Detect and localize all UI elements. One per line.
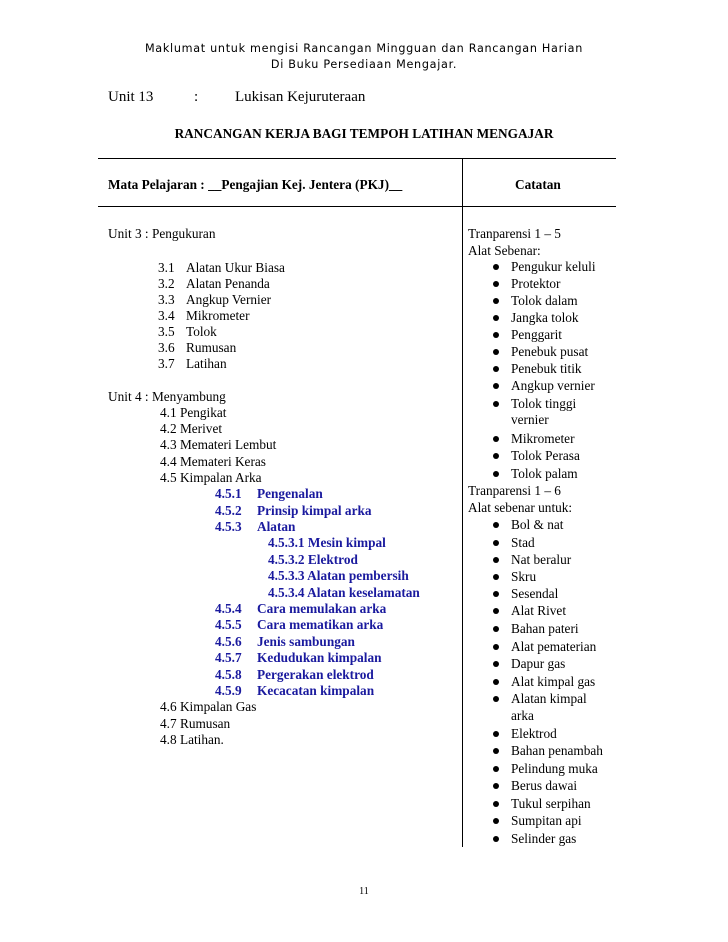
bullet-icon xyxy=(493,574,499,580)
line-text: Kecacatan kimpalan xyxy=(257,683,375,698)
line-text: Cara mematikan arka xyxy=(257,617,384,632)
left-line xyxy=(215,503,372,519)
left-line: 4.2 Merivet xyxy=(160,421,223,436)
notes-bullet-item: Tukul serpihan xyxy=(511,796,591,812)
line-number: 3.5 xyxy=(158,324,175,339)
bullet-icon xyxy=(493,315,499,321)
notes-bullet-item: Tolok Perasa xyxy=(511,448,580,464)
left-line: 4.4 Memateri Keras xyxy=(160,454,266,469)
bullet-icon xyxy=(493,366,499,372)
left-line xyxy=(158,340,236,356)
line-text: Kedudukan kimpalan xyxy=(257,650,382,665)
line-text: Cara memulakan arka xyxy=(257,601,387,616)
notes-bullet-item: Elektrod xyxy=(511,726,557,742)
line-number: 4.5.9 xyxy=(215,683,242,698)
bullet-icon xyxy=(493,836,499,842)
bullet-icon xyxy=(493,766,499,772)
notes-bullet-item: Tolok dalam xyxy=(511,293,578,309)
left-line xyxy=(158,260,285,276)
bullet-icon xyxy=(493,783,499,789)
bullet-icon xyxy=(493,383,499,389)
left-line: 4.7 Rumusan xyxy=(160,716,231,731)
bullet-icon xyxy=(493,731,499,737)
bullet-icon xyxy=(493,557,499,563)
line-number: 4.5.7 xyxy=(215,650,242,665)
notes-bullet-item: Stad xyxy=(511,535,535,551)
notes-bullet-item: Penebuk titik xyxy=(511,361,582,377)
notes-bullet-item: Protektor xyxy=(511,276,561,292)
notes-line: Alat sebenar untuk: xyxy=(468,500,573,515)
bullet-icon xyxy=(493,332,499,338)
left-line xyxy=(215,650,382,666)
left-line: Unit 4 : Menyambung xyxy=(108,389,226,404)
line-number: 4.5.4 xyxy=(215,601,242,616)
left-line xyxy=(215,519,295,535)
bullet-icon xyxy=(493,644,499,650)
left-line xyxy=(215,683,374,699)
line-text: Pergerakan elektrod xyxy=(257,667,374,682)
bullet-icon xyxy=(493,801,499,807)
left-line: 4.5 Kimpalan Arka xyxy=(160,470,262,485)
notes-bullet-item: Alat kimpal gas xyxy=(511,674,595,690)
line-number: 3.1 xyxy=(158,260,175,275)
bullet-icon xyxy=(493,471,499,477)
notes-bullet-item: Bahan penambah xyxy=(511,743,603,759)
left-line: 4.3 Memateri Lembut xyxy=(160,437,277,452)
bullet-icon xyxy=(493,281,499,287)
bullet-icon xyxy=(493,264,499,270)
bullet-icon xyxy=(493,591,499,597)
notes-bullet-continuation: arka xyxy=(511,708,534,723)
notes-bullet-item: Sumpitan api xyxy=(511,813,582,829)
bullet-icon xyxy=(493,540,499,546)
page-number: 11 xyxy=(359,886,369,897)
bullet-icon xyxy=(493,298,499,304)
notes-header: Catatan xyxy=(515,177,561,192)
bullet-icon xyxy=(493,349,499,355)
left-line: Unit 3 : Pengukuran xyxy=(108,226,216,241)
unit-separator: : xyxy=(194,89,199,105)
bullet-icon xyxy=(493,401,499,407)
line-number: 4.5.6 xyxy=(215,634,242,649)
line-number: 3.4 xyxy=(158,308,175,323)
left-line xyxy=(215,486,323,502)
left-line: 4.6 Kimpalan Gas xyxy=(160,699,257,714)
line-number: 3.6 xyxy=(158,340,175,355)
line-number: 4.5.1 xyxy=(215,486,242,501)
bullet-icon xyxy=(493,626,499,632)
line-text: Angkup Vernier xyxy=(186,292,272,307)
notes-bullet-item: Pelindung muka xyxy=(511,761,598,777)
line-text: Rumusan xyxy=(186,340,237,355)
notes-bullet-item: Alat Rivet xyxy=(511,603,566,619)
line-text: Mikrometer xyxy=(186,308,250,323)
left-line xyxy=(215,634,355,650)
bullet-icon xyxy=(493,661,499,667)
line-text: Prinsip kimpal arka xyxy=(257,503,372,518)
left-line xyxy=(215,617,383,633)
notes-bullet-item: Pengukur keluli xyxy=(511,259,596,275)
line-text: Tolok xyxy=(186,324,217,339)
notes-line: Alat Sebenar: xyxy=(468,243,541,258)
line-number: 3.2 xyxy=(158,276,175,291)
left-line: 4.8 Latihan. xyxy=(160,732,224,747)
bullet-icon xyxy=(493,436,499,442)
subject-header: Mata Pelajaran : __Pengajian Kej. Jentera (PKJ)__ xyxy=(108,177,403,192)
notes-bullet-item: Bol & nat xyxy=(511,517,563,533)
notes-line: Tranparensi 1 – 5 xyxy=(468,226,561,241)
notes-bullet-item: Tolok tinggi xyxy=(511,396,576,412)
bullet-icon xyxy=(493,679,499,685)
left-line: 4.5.3.1 Mesin kimpal xyxy=(268,535,386,550)
line-text: Alatan xyxy=(257,519,296,534)
notes-bullet-continuation: vernier xyxy=(511,412,549,427)
notes-bullet-item: Tolok palam xyxy=(511,466,578,482)
unit-label: Unit 13 xyxy=(108,89,154,105)
line-number: 4.5.3 xyxy=(215,519,242,534)
line-number: 4.5.8 xyxy=(215,667,242,682)
notes-bullet-item: Penggarit xyxy=(511,327,562,343)
line-text: Pengenalan xyxy=(257,486,323,501)
table-column-divider xyxy=(462,159,463,847)
bullet-icon xyxy=(493,818,499,824)
bullet-icon xyxy=(493,748,499,754)
unit-title: Lukisan Kejuruteraan xyxy=(235,89,366,105)
line-text: Alatan Penanda xyxy=(186,276,270,291)
table-header-rule xyxy=(98,206,616,207)
line-number: 3.7 xyxy=(158,356,175,371)
left-line xyxy=(158,276,270,292)
bullet-icon xyxy=(493,696,499,702)
notes-bullet-item: Mikrometer xyxy=(511,431,575,447)
notes-bullet-item: Sesendal xyxy=(511,586,558,602)
notes-bullet-item: Dapur gas xyxy=(511,656,565,672)
left-line xyxy=(215,601,386,617)
line-text: Alatan Ukur Biasa xyxy=(186,260,285,275)
left-line xyxy=(158,324,217,340)
table-top-rule xyxy=(98,158,616,159)
left-line xyxy=(158,356,227,372)
left-line: 4.5.3.4 Alatan keselamatan xyxy=(268,585,420,600)
line-number: 4.5.2 xyxy=(215,503,242,518)
line-number: 4.5.5 xyxy=(215,617,242,632)
notes-bullet-item: Selinder gas xyxy=(511,831,576,847)
header-line-2: Di Buku Persediaan Mengajar. xyxy=(270,58,458,71)
left-line: 4.1 Pengikat xyxy=(160,405,227,420)
bullet-icon xyxy=(493,453,499,459)
left-line: 4.5.3.2 Elektrod xyxy=(268,552,358,567)
bullet-icon xyxy=(493,522,499,528)
notes-bullet-item: Jangka tolok xyxy=(511,310,579,326)
left-line xyxy=(158,308,250,324)
notes-bullet-item: Alatan kimpal xyxy=(511,691,587,707)
left-line: 4.5.3.3 Alatan pembersih xyxy=(268,568,409,583)
notes-bullet-item: Angkup vernier xyxy=(511,378,595,394)
line-text: Latihan xyxy=(186,356,227,371)
header-line-1: Maklumat untuk mengisi Rancangan Mingguan dan Rancangan Harian xyxy=(144,42,584,55)
notes-bullet-item: Skru xyxy=(511,569,536,585)
left-line xyxy=(158,292,271,308)
notes-bullet-item: Nat beralur xyxy=(511,552,571,568)
notes-bullet-item: Penebuk pusat xyxy=(511,344,588,360)
line-number: 3.3 xyxy=(158,292,175,307)
bullet-icon xyxy=(493,608,499,614)
notes-bullet-item: Berus dawai xyxy=(511,778,577,794)
notes-bullet-item: Bahan pateri xyxy=(511,621,579,637)
notes-line: Tranparensi 1 – 6 xyxy=(468,483,561,498)
main-title: RANCANGAN KERJA BAGI TEMPOH LATIHAN MENGAJAR xyxy=(174,126,554,141)
left-line xyxy=(215,667,374,683)
line-text: Jenis sambungan xyxy=(257,634,355,649)
notes-bullet-item: Alat pematerian xyxy=(511,639,596,655)
